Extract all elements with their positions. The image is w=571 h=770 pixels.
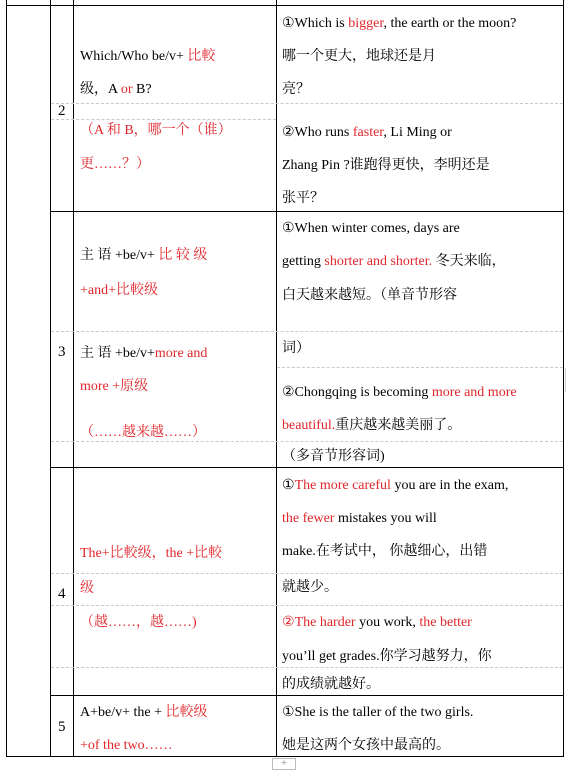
- example-translation: 亮？: [282, 82, 310, 97]
- row4-separator: [51, 573, 563, 574]
- row3-separator: [51, 331, 563, 332]
- structure-line: The+比較级，the +比較: [80, 546, 223, 561]
- row2-separator: [51, 103, 563, 104]
- row-divider-4-5: [50, 695, 564, 696]
- example-sentence: the fewer mistakes you will: [282, 511, 437, 526]
- structure-line: Which/Who be/v+ 比較: [80, 49, 216, 64]
- structure-meaning: （越……，越……): [80, 615, 197, 630]
- structure-line: 主 语 +be/v+more and: [80, 346, 208, 361]
- example-translation: you’ll get grades.你学习越努力，你: [282, 649, 492, 664]
- example-sentence: ①She is the taller of the two girls.: [282, 705, 474, 720]
- example-sentence: getting shorter and shorter. 冬天来临，: [282, 254, 506, 269]
- structure-line: more +原级: [80, 379, 149, 394]
- row-divider-3-4: [50, 467, 564, 468]
- row-number: 5: [58, 719, 66, 735]
- example-sentence: ①When winter comes, days are: [282, 221, 460, 236]
- structure-meaning: （……越来越……）: [80, 425, 206, 440]
- row-number: 2: [58, 103, 66, 119]
- example-translation: 的成绩就越好。: [282, 677, 380, 692]
- structure-meaning: （A 和 B，哪一个（谁）: [80, 123, 232, 138]
- structure-line: 级: [80, 581, 94, 596]
- example-translation: 词）: [282, 341, 310, 356]
- table-bottom-border: [6, 756, 564, 757]
- row3-example-separator: [277, 367, 563, 368]
- row4-separator-lower: [51, 667, 563, 668]
- example-sentence: beautiful.重庆越来越美丽了。: [282, 418, 462, 433]
- row2-separator-lower: [51, 119, 276, 120]
- row-number: 3: [58, 344, 66, 360]
- example-translation: 白天越来越短。（单音节形容: [282, 288, 457, 303]
- example-translation: make.在考试中， 你越细心，出错: [282, 544, 488, 559]
- structure-meaning: 更……？）: [80, 157, 150, 172]
- example-translation: 就越少。: [282, 580, 338, 595]
- structure-line: +and+比較级: [80, 283, 159, 298]
- table-resize-marker[interactable]: [565, 368, 571, 392]
- structure-line: +of the two……: [80, 738, 173, 753]
- example-sentence: ②Who runs faster, Li Ming or: [282, 125, 452, 140]
- number-col-right-border: [73, 0, 74, 757]
- example-translation: 她是这两个女孩中最高的。: [282, 738, 450, 753]
- row-number: 4: [58, 586, 66, 602]
- example-sentence: ①Which is bigger, the earth or the moon?: [282, 16, 517, 31]
- structure-line: A+be/v+ the + 比較级: [80, 705, 208, 720]
- table-add-row-handle[interactable]: +: [272, 758, 296, 770]
- example-translation: Zhang Pin ?谁跑得更快，李明还是: [282, 158, 490, 173]
- table-right-border: [563, 0, 564, 757]
- example-sentence: ①The more careful you are in the exam,: [282, 478, 509, 493]
- row-divider-2-3: [50, 211, 564, 212]
- example-translation: 哪一个更大，地球还是月: [282, 49, 436, 64]
- example-sentence: ②Chongqing is becoming more and more: [282, 385, 517, 400]
- structure-line: 级，A or B?: [80, 82, 152, 97]
- example-note: （多音节形容词): [282, 449, 385, 464]
- table-top-border: [6, 5, 564, 6]
- row4-separator-mid: [51, 605, 563, 606]
- table-left-border: [6, 0, 7, 757]
- number-col-left-border: [50, 0, 51, 757]
- structure-line: 主 语 +be/v+ 比 较 级: [80, 248, 208, 263]
- example-translation: 张平？: [282, 191, 324, 206]
- example-sentence: ②The harder you work, the better: [282, 615, 472, 630]
- example-col-left-border: [276, 0, 277, 757]
